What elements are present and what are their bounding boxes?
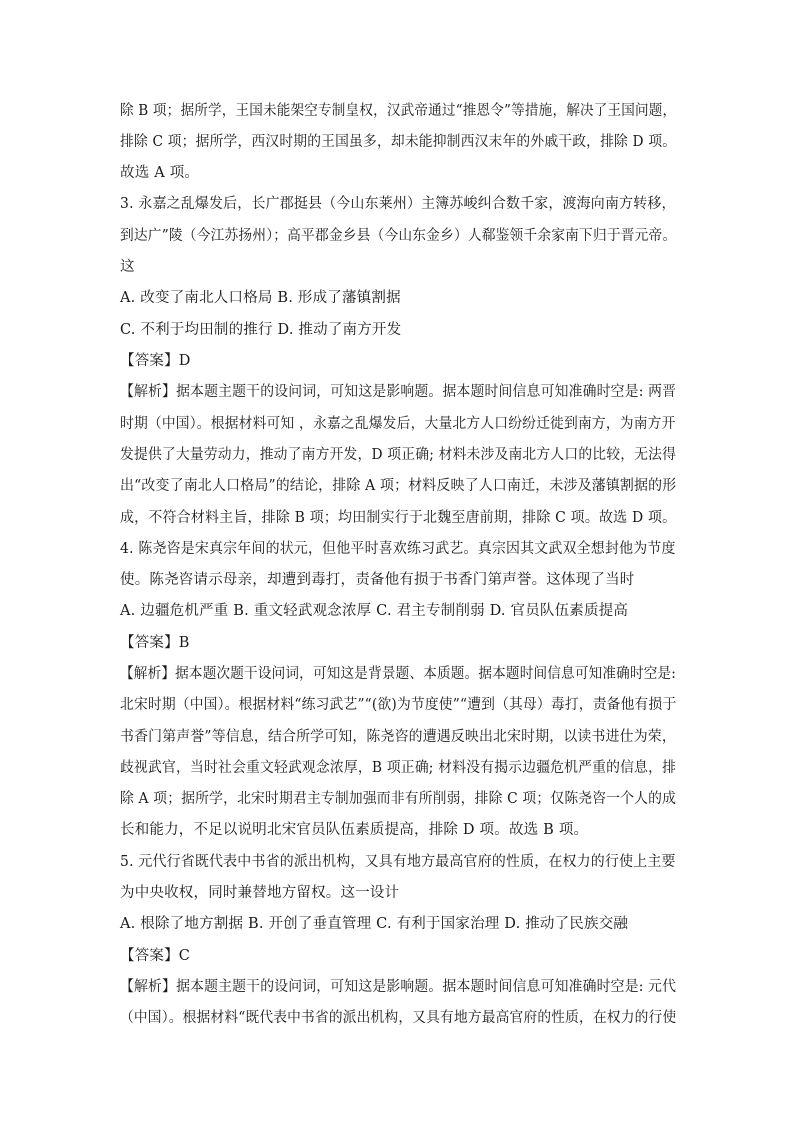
question-3-options: C. 不利于均田制的推行 D. 推动了南方开发	[120, 322, 402, 338]
analysis-text: 【解析】据本题主题干的设问词，可知这是影响题。据本题时间信息可知准确时空是: 元代	[120, 979, 677, 995]
question-5-stem: 为中央收权，同时兼替地方留权。这一设计	[120, 885, 400, 901]
question-4-stem: 4. 陈尧咨是宋真宗年间的状元，但他平时喜欢练习武艺。真宗因其文武双全想封他为节度	[120, 541, 676, 557]
question-5-stem: 5. 元代行省既代表中书省的派出机构，又具有地方最高官府的性质，在权力的行使上主要	[120, 854, 676, 870]
analysis-text: 【解析】据本题主题干的设问词，可知这是影响题。据本题时间信息可知准确时空是: 两晋	[120, 384, 677, 400]
question-5-options: A. 根除了地方割据 B. 开创了垂直管理 C. 有利于国家治理 D. 推动了民族交融	[120, 916, 629, 932]
question-4-stem: 使。陈尧咨请示母亲，却遭到毒打，责备他有损于书香门第声誉。这体现了当时	[120, 572, 635, 588]
question-3-options: A. 改变了南北人口格局 B. 形成了藩镇割据	[120, 290, 401, 306]
text-line: 除 B 项；据所学，王国未能架空专制皇权，汉武帝通过“推恩令”等措施，解决了王国问题，	[120, 103, 677, 119]
analysis-text: 书香门第声誉”等信息，结合所学可知，陈尧咨的遭遇反映出北宋时期，以读书进仕为荣，	[120, 729, 676, 745]
analysis-text: 长和能力，不足以说明北宋官员队伍素质提高，排除 D 项。故选 B 项。	[120, 822, 589, 838]
question-4-options: A. 边疆危机严重 B. 重文轻武观念浓厚 C. 君主专制削弱 D. 官员队伍素质提高	[120, 603, 629, 619]
analysis-text: 北宋时期（中国）。根据材料“练习武艺”“(欲)为节度使”“遭到（其母）毒打，责备他有损于	[120, 697, 677, 713]
analysis-text: （中国）。根据材料“既代表中书省的派出机构，又具有地方最高官府的性质，在权力的行使	[120, 1010, 677, 1026]
question-3-stem: 到达广”陵（今江苏扬州）；高平郡金乡县（今山东金乡）人郗鉴领千余家南下归于晋元帝。	[120, 228, 677, 244]
analysis-text: 歧视武官，当时社会重文轻武观念浓厚，B 项正确; 材料没有揭示边疆危机严重的信息，排	[120, 760, 677, 776]
analysis-text: 成，不符合材料主旨，排除 B 项；均田制实行于北魏至唐前期，排除 C 项。故选 D 项。	[120, 510, 677, 526]
answer-label: 【答案】D	[120, 353, 191, 369]
answer-label: 【答案】C	[120, 948, 191, 964]
text-line: 排除 C 项；据所学，西汉时期的王国虽多，却未能抑制西汉末年的外戚干政，排除 D 项。	[120, 134, 677, 150]
question-3-stem: 3. 永嘉之乱爆发后，长广郡挺县（今山东莱州）主簿苏峻纠合数千家，渡海向南方转移，	[120, 196, 676, 212]
analysis-text: 时期（中国）。根据材料可知 ，永嘉之乱爆发后，大量北方人口纷纷迁徙到南方，为南方开	[120, 416, 676, 432]
text-line: 故选 A 项。	[120, 165, 200, 181]
analysis-text: 发提供了大量劳动力，推动了南方开发，D 项正确; 材料未涉及南北方人口的比较，无法得	[120, 447, 677, 463]
analysis-text: 出“改变了南北人口格局”的结论，排除 A 项；材料反映了人口南迁，未涉及藩镇割据的形	[120, 478, 677, 494]
analysis-text: 【解析】据本题次题干设问词，可知这是背景题、本质题。据本题时间信息可知准确时空是:	[120, 666, 677, 682]
analysis-text: 除 A 项；据所学，北宋时期君主专制加强而非有所削弱，排除 C 项；仅陈尧咨一个人的成	[120, 791, 677, 807]
answer-label: 【答案】B	[120, 635, 190, 651]
question-3-stem: 这	[120, 259, 135, 275]
